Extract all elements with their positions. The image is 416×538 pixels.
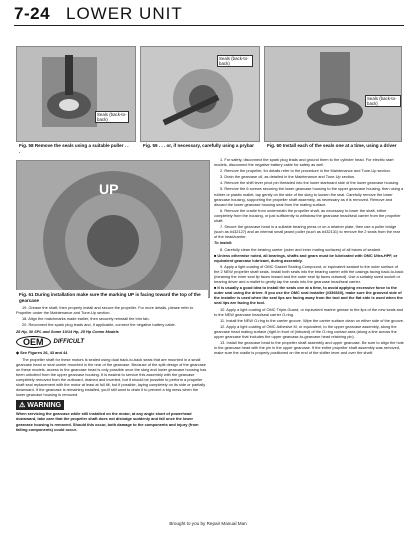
- right-step-9: 9. Apply a light coating of OMC Gasket Sealing Compound, or equivalent sealant to the outer surface of the 2 NEW propeller shaft seals. Install both seals into the bearing carrier with the casings facing back-to-back (meaning the inner seal lip faces inward and the outer seal lip faces outward). Use a suitably sized socket or bearing driver and a mallet to gently tap the seals into the gearcase head/seal carrier.: [214, 263, 404, 285]
- page-header: [14, 4, 404, 26]
- right-step-8: 8. Carefully clean the bearing carrier (outer and inner mating surfaces) of all traces of sealant.: [220, 246, 382, 252]
- figure-59: [140, 46, 260, 142]
- figure-61-caption: Fig. 61 During installation make sure the marking UP is facing toward the top of the gearcase: [16, 290, 208, 305]
- right-step-5: 5. Remove the 6 screws securing the lower gearcase housing to the upper gearcase housing, then using a rubber or plastic mallet, tap gently on the side of the skeg to loosen the seal. Carefully remove the lower gearcase housing, supporting the propeller shaft assembly, as necessary as it is removed. Remove and discard the lower gearcase housing seal from the mating surface.: [214, 186, 404, 207]
- difficulty-badge: DIFFICULT: [53, 339, 85, 346]
- oem-badge: OEM: [16, 336, 51, 348]
- left-step-20: 20. Reconnect the spark plug leads and, if applicable, connect the negative battery cable.: [22, 322, 176, 328]
- models-heading: 28 Hp, 30 SPL and Some 10/14 Hp, 25 Hp Comm Models: [16, 329, 119, 335]
- figure-59-callout: Seals (back-to-back): [217, 55, 253, 67]
- right-step-10: 10. Apply a light coating of OMC Triple-Guard, or equivalent marine grease to the lips of the new seals and to the NEW gearcase head/seal carrier O-ring.: [214, 306, 404, 317]
- left-step-18: 18. Align the matchmarks made earlier, then securely reinstall the trim tab.: [22, 316, 150, 322]
- left-body-paragraph: The propeller shaft for these motors is sealed using dual back-to-back seals that are mounted in a small gearcase head or seal carrier mounted in the rear of the gearcase. Because of the split design of the gearcase on these models, access to the gearcase head is only possible once the skeg and lower gearcase housing has been unbolted from the upper gearcase housing. It is easiest to service this assembly with the gearcase completely removed from the outboard, drained and inverted, but it should be possible to perform a propeller shaft seal replacement with the motor at least at full tilt, but if possible, laying completely on its side or partially downward. If the gearcase is remaining installed, you'll still want to drain it to prevent a big mess when the lower gearcase housing is removed.: [16, 356, 207, 398]
- figure-60: [264, 46, 402, 142]
- warning-label-text: WARNING: [27, 402, 62, 410]
- warning-text: When servicing the gearcase while still installed on the motor, at any angle short of powerhead downward, take care that the propeller shaft does not dislodge suddenly and fall once the lower gearcase housing is removed. Should this occur, both damage to the components and injury (from falling components) could occur.: [16, 411, 199, 432]
- note-seal-install: ■ It is usually a good idea to install the seals one at a time, to avoid applying excessive force to the outer seal using the driver. If you use the OMC seal installer (#336660), make sure the grooved side of the installer is used when the seal lips are facing away from the tool and the flat side is used when the seal lips are facing the tool.: [214, 285, 403, 306]
- page-footer: Brought to you by Repair Manual Man: [169, 521, 247, 526]
- warning-label: ⚠ WARNING: [16, 400, 64, 410]
- right-step-12: 12. Apply a light coating of OMC Adhesive M, or equivalent, to the upper gearcase assembly, along the gearcase head mating surface (right in front of (inboard) of the O-ring contact area (along a line across the upper gearcase that includes the upper gearcase-to-gearcase head retaining pin).: [214, 323, 397, 339]
- left-column: [16, 305, 208, 433]
- left-step-19: 19. Grease the shaft, then properly install and secure the propeller. For more details, please refer to Propeller under the Maintenance and Tune-Up section.: [16, 305, 194, 316]
- figure-61-up-marking: UP: [99, 181, 119, 197]
- right-step-1: 1. For safety, disconnect the spark plug leads and ground them to the cylinder head. For electric start models, disconnect the negative battery cable for safety as well.: [214, 157, 394, 168]
- note-lubrication: ■ Unless otherwise noted, all bearings, shafts and gears must be lubricated with OMC Ultra-HPF, or equivalent gearcase lubricant, during assembly.: [214, 252, 398, 263]
- right-step-13: 13. Install the gearcase head to the propeller shaft assembly and upper gearcase. Be sure to align the hole in the gearcase head with the pin in the upper gearcase. If the entire propeller shaft assembly was removed, make sure the cradle is properly positioned on the end of the shifter lever and over the shaft.: [214, 340, 404, 356]
- figure-60-callout: Seals (back-to-back): [365, 95, 401, 107]
- right-step-3: 3. Drain the gearcase oil, as detailed in the Maintenance and Tune-Up section.: [220, 174, 356, 180]
- see-figures: ◆ See Figures 26, 43 and 44: [16, 350, 68, 356]
- right-step-4: 4. Remove the shift lever pivot pin threaded into the lower starboard side of the lower gearcase housing.: [220, 180, 400, 186]
- figure-61: [16, 160, 210, 298]
- right-step-7: 7. Secure the gearcase head in a suitable bearing press or on a retainer plate, then use a puller bridge (such as #432127) and an internal small jawed puller (such as #432131) to remove the 2 seals from the rear of the head/carrier.: [214, 224, 400, 240]
- right-step-11: 11. Install the NEW O-ring to the carrier groove. Wipe the carrier surface clean on either side of the groove.: [220, 317, 404, 323]
- right-step-6: 6. Remove the cradle from underneath the propeller shaft, as necessary to lower the shaft, either completely from the housing, or just sufficiently to withdraw the gearcase head/seal carrier from the propeller shaft.: [214, 207, 401, 224]
- header-rule: [14, 25, 404, 26]
- figure-58: [16, 46, 136, 142]
- figure-58-caption: Fig. 58 Remove the seals using a suitable puller . . .: [19, 143, 129, 154]
- right-step-2: 2. Remove the propeller, for details refer to the procedure in the Maintenance and Tune-Up section.: [220, 168, 391, 174]
- figure-58-photo: [17, 47, 135, 141]
- figure-59-caption: Fig. 59 . . . or, if necessary, carefully using a prybar: [143, 143, 254, 148]
- right-column: [214, 157, 404, 356]
- page-number: 7-24: [14, 4, 51, 23]
- figure-60-caption: Fig. 60 Install each of the seals one at a time, using a driver: [267, 143, 397, 148]
- page-title: LOWER UNIT: [66, 4, 183, 23]
- difficulty-badges: [16, 336, 208, 348]
- figure-60-photo: [265, 47, 401, 141]
- to-install-heading: To install:: [214, 240, 233, 246]
- figure-58-callout: Seals (back-to-back): [95, 111, 129, 123]
